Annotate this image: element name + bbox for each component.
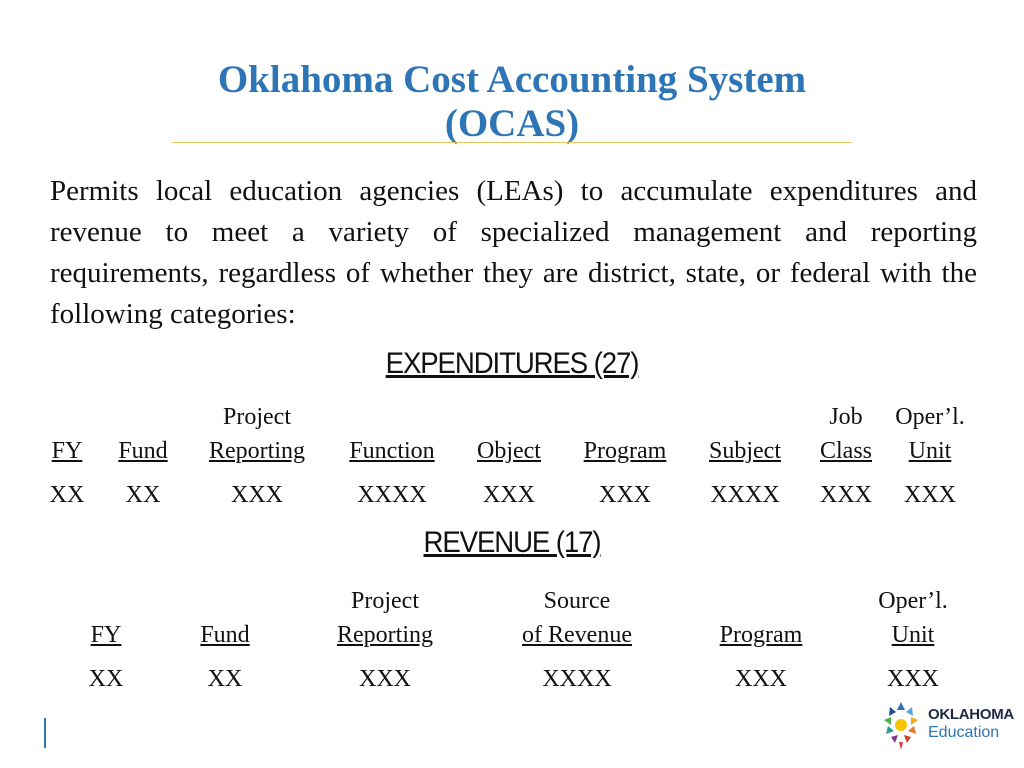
rev-col-fund xyxy=(145,584,305,696)
rev-col-label: Program xyxy=(719,622,803,648)
rev-col-code: XXXX xyxy=(542,666,612,692)
rev-col-label: Reporting xyxy=(337,622,433,648)
exp-col-code: XX xyxy=(125,482,161,508)
exp-col-code: XXX xyxy=(483,482,535,508)
rev-col-project-reporting xyxy=(305,584,465,696)
exp-col-code: XXX xyxy=(599,482,651,508)
page-title xyxy=(0,58,1024,146)
rev-col-label: Fund xyxy=(200,622,250,648)
logo-text-state: OKLAHOMA xyxy=(928,706,1014,723)
exp-col-label: Reporting xyxy=(209,438,305,464)
rev-col-source-of-revenue xyxy=(497,584,657,696)
exp-col-code: XXX xyxy=(904,482,956,508)
rev-col-code: XXX xyxy=(735,666,787,692)
rev-col-code: XX xyxy=(88,666,124,692)
exp-col-code: XXXX xyxy=(710,482,780,508)
title-line-1: Oklahoma Cost Accounting System xyxy=(217,58,807,101)
exp-col-code: XXX xyxy=(231,482,283,508)
rev-col-operl-unit xyxy=(833,584,993,696)
exp-col-top: Job xyxy=(829,404,863,430)
exp-col-label: Subject xyxy=(709,438,781,464)
logo-text-education: Education xyxy=(928,724,1000,741)
title-divider xyxy=(172,142,852,143)
expenditures-heading: EXPENDITURES (27) xyxy=(385,347,639,380)
revenue-heading: REVENUE (17) xyxy=(423,526,601,559)
exp-col-label: Fund xyxy=(118,438,168,464)
rev-col-top: Oper’l. xyxy=(878,588,948,614)
rev-col-top: Source xyxy=(543,588,611,614)
rev-col-label: of Revenue xyxy=(522,622,632,648)
rev-col-code: XXX xyxy=(359,666,411,692)
state-emblem-icon xyxy=(878,698,924,754)
rev-col-code: XX xyxy=(207,666,243,692)
title-line-2: (OCAS) xyxy=(444,102,580,145)
exp-col-label: Object xyxy=(477,438,541,464)
exp-col-code: XXX xyxy=(820,482,872,508)
rev-col-program xyxy=(681,584,841,696)
exp-col-operl-unit xyxy=(850,400,1010,512)
oklahoma-education-logo xyxy=(878,698,1014,754)
rev-col-top xyxy=(681,584,841,618)
exp-col-label: Program xyxy=(583,438,667,464)
rev-col-code: XXX xyxy=(887,666,939,692)
exp-col-code: XX xyxy=(49,482,85,508)
intro-paragraph: Permits local education agencies (LEAs) to accumulate expenditures and revenue to meet a variety of specialized management and reporting requirements, regardless of whether they are district, state, or federal with the following categories: xyxy=(50,175,977,330)
exp-col-label: Unit xyxy=(908,438,952,464)
exp-col-code: XXXX xyxy=(357,482,427,508)
exp-col-top: Project xyxy=(223,404,291,430)
rev-col-label: FY xyxy=(90,622,122,648)
exp-col-label: Function xyxy=(349,438,435,464)
exp-col-top: Oper’l. xyxy=(895,404,965,430)
exp-col-label: Class xyxy=(819,438,872,464)
slide-accent-bar xyxy=(44,718,46,748)
rev-col-label: Unit xyxy=(891,622,935,648)
rev-col-top xyxy=(145,584,305,618)
rev-col-top: Project xyxy=(351,588,419,614)
exp-col-label: FY xyxy=(51,438,83,464)
